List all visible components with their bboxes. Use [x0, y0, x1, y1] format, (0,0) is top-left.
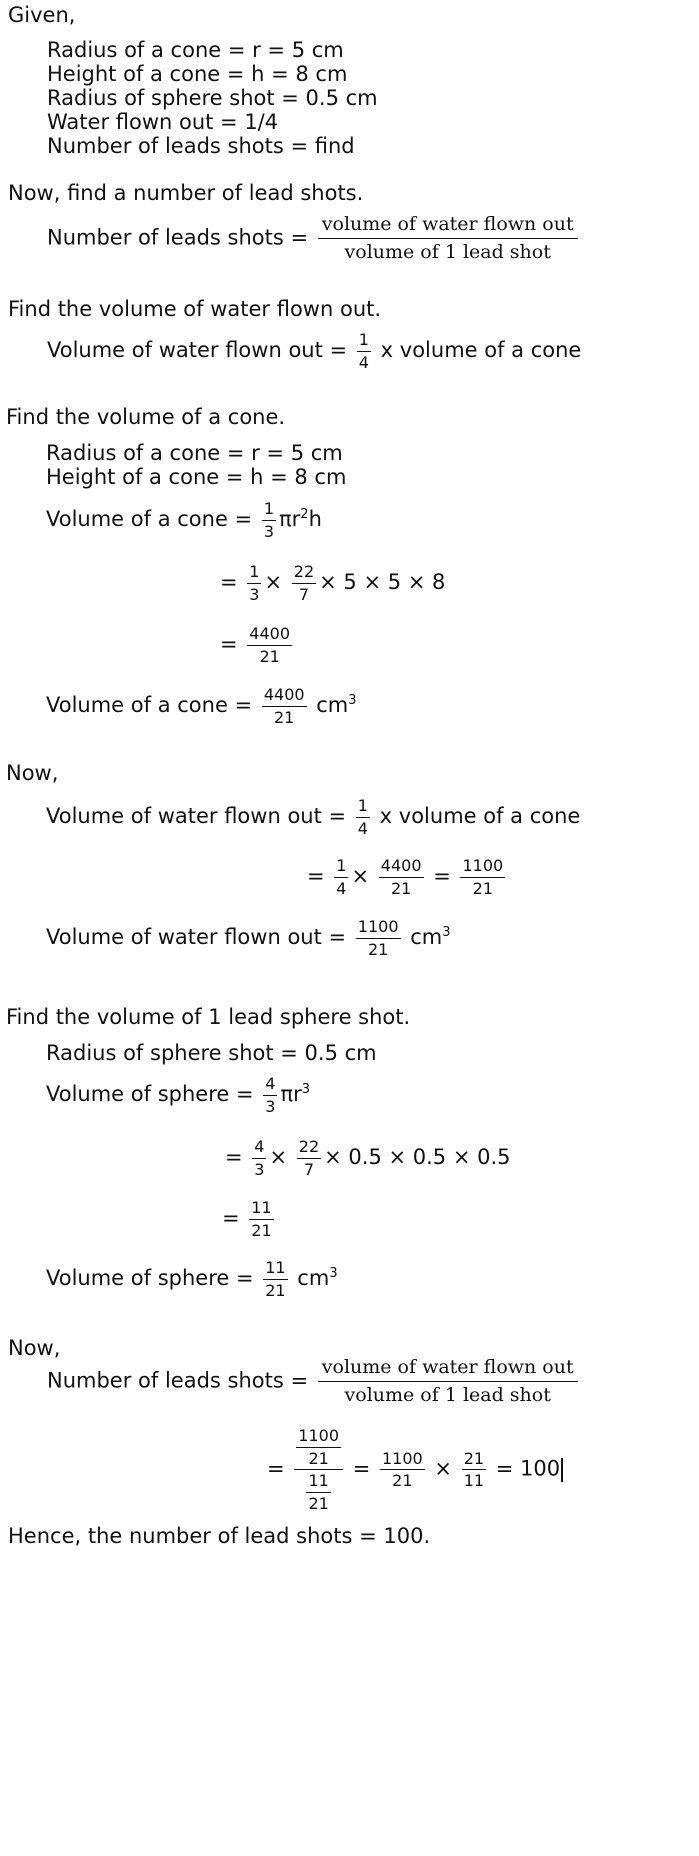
- numerator: 11: [306, 1472, 330, 1493]
- numerator: 22: [292, 563, 316, 584]
- product: × 5 × 5 × 8: [319, 570, 446, 595]
- text-cursor: [561, 1458, 563, 1482]
- fraction: [262, 686, 307, 726]
- denominator: 21: [367, 939, 389, 959]
- h: h: [308, 507, 322, 532]
- complex-numerator: [294, 1427, 343, 1470]
- sphere-formula: [46, 1075, 310, 1115]
- exponent: 3: [329, 1266, 338, 1282]
- denominator: 21: [392, 1471, 413, 1491]
- final-heading: Now,: [8, 1336, 61, 1360]
- fraction: [462, 1450, 486, 1490]
- cone-formula-lhs: Volume of a cone =: [46, 507, 253, 532]
- water-result-lhs: Volume of water flown out =: [46, 925, 347, 950]
- denominator: 7: [298, 584, 310, 604]
- water-result: [46, 918, 451, 958]
- denominator: 7: [303, 1159, 315, 1179]
- given-item: Height of a cone = h = 8 cm: [47, 62, 348, 86]
- given-item: Radius of sphere shot = 0.5 cm: [47, 86, 378, 110]
- numerator: 4400: [262, 686, 307, 707]
- numerator: 1100: [356, 918, 401, 939]
- fraction: [292, 563, 316, 603]
- denominator: 21: [274, 707, 295, 727]
- pi-r: πr: [279, 507, 301, 532]
- times: ×: [434, 1456, 453, 1481]
- numerator: 4400: [247, 625, 292, 646]
- cone-step3: [220, 625, 295, 665]
- sphere-step2: [225, 1138, 511, 1178]
- step1-fraction: [318, 214, 578, 263]
- denominator: volume of 1 lead shot: [344, 1383, 551, 1406]
- fraction: [263, 1259, 287, 1299]
- sphere-step3: [222, 1199, 277, 1239]
- conclusion: Hence, the number of lead shots = 100.: [8, 1524, 431, 1548]
- complex-denominator: [304, 1470, 332, 1512]
- pi-r: πr: [280, 1082, 302, 1107]
- final-equation: [47, 1357, 581, 1406]
- sphere-radius: Radius of sphere shot = 0.5 cm: [46, 1041, 377, 1065]
- fraction: [297, 1138, 321, 1178]
- exponent: 3: [301, 1082, 310, 1098]
- given-item: Water flown out = 1/4: [47, 110, 279, 134]
- times: ×: [269, 1145, 288, 1170]
- step2-fraction: [357, 331, 371, 371]
- sphere-result-lhs: Volume of sphere =: [46, 1266, 254, 1291]
- step1-numerator: volume of water flown out: [318, 214, 578, 239]
- sphere-formula-lhs: Volume of sphere =: [46, 1082, 254, 1107]
- water-step2: [307, 857, 508, 897]
- denominator: 21: [259, 646, 280, 666]
- fraction: [296, 1427, 341, 1467]
- denominator: 4: [358, 352, 369, 372]
- equals: =: [225, 1145, 243, 1170]
- step2-lhs: Volume of water flown out =: [47, 338, 348, 363]
- given-item: Number of leads shots = find: [47, 134, 355, 158]
- numerator: 1: [262, 500, 276, 521]
- denominator: 21: [472, 878, 494, 898]
- cone-step2: [220, 563, 445, 603]
- equals: =: [352, 1456, 371, 1481]
- fraction: [356, 797, 370, 837]
- step1-heading: Now, find a number of lead shots.: [8, 181, 364, 205]
- sphere-result: [46, 1259, 338, 1299]
- equals: =: [307, 864, 325, 889]
- times: ×: [264, 570, 283, 595]
- cone-heading: Find the volume of a cone.: [6, 405, 286, 429]
- denominator: 3: [249, 584, 260, 604]
- cone-formula: [46, 500, 322, 540]
- final-fraction: [318, 1357, 578, 1406]
- water-lhs: Volume of water flown out =: [46, 804, 347, 829]
- numerator: 11: [249, 1199, 273, 1220]
- cone-result: [46, 686, 357, 726]
- fraction: [334, 857, 348, 897]
- complex-fraction: [294, 1427, 343, 1512]
- water-heading: Now,: [6, 761, 59, 785]
- final-value: = 100: [495, 1456, 561, 1481]
- numerator: volume of water flown out: [318, 1357, 578, 1382]
- numerator: 1: [334, 857, 348, 878]
- denominator: 21: [308, 1448, 329, 1468]
- equals: =: [267, 1456, 285, 1481]
- numerator: 1: [356, 797, 370, 818]
- denominator: 21: [251, 1220, 272, 1240]
- numerator: 1: [247, 563, 261, 584]
- given-item: Radius of a cone = r = 5 cm: [47, 38, 344, 62]
- exponent: 2: [300, 507, 309, 523]
- equals: =: [433, 864, 451, 889]
- cone-result-lhs: Volume of a cone =: [46, 693, 253, 718]
- fraction: [306, 1472, 330, 1512]
- cone-height: Height of a cone = h = 8 cm: [46, 465, 347, 489]
- denominator: 3: [263, 521, 275, 541]
- step1-equation: [47, 214, 581, 263]
- numerator: 1100: [380, 1450, 425, 1471]
- unit: cm: [410, 925, 443, 950]
- denominator: 21: [390, 878, 412, 898]
- fraction: [460, 857, 505, 897]
- fraction: [247, 625, 292, 665]
- fraction: [247, 563, 261, 603]
- denominator: 4: [336, 878, 347, 898]
- equals: =: [220, 570, 238, 595]
- numerator: 22: [297, 1138, 321, 1159]
- step1-denominator: volume of 1 lead shot: [344, 240, 551, 263]
- denominator: 3: [265, 1096, 276, 1116]
- cone-formula-fraction: [262, 500, 276, 540]
- numerator: 11: [263, 1259, 287, 1280]
- fraction: [356, 918, 401, 958]
- equals: =: [222, 1206, 240, 1231]
- numerator: 4: [263, 1075, 277, 1096]
- fraction: [263, 1075, 277, 1115]
- denominator: 4: [357, 818, 368, 838]
- unit: cm: [316, 693, 349, 718]
- numerator: 4: [252, 1138, 266, 1159]
- product: × 0.5 × 0.5 × 0.5: [324, 1145, 511, 1170]
- fraction: [249, 1199, 273, 1239]
- fraction: [252, 1138, 266, 1178]
- step2-equation: [47, 331, 581, 371]
- given-heading: Given,: [8, 3, 76, 27]
- numerator: 21: [462, 1450, 486, 1471]
- fraction: [380, 1450, 425, 1490]
- denominator: 3: [254, 1159, 265, 1179]
- times: ×: [351, 864, 370, 889]
- numerator: 1100: [460, 857, 505, 878]
- final-computation: [267, 1427, 563, 1512]
- water-step1: [46, 797, 580, 837]
- final-lhs: Number of leads shots =: [47, 1368, 309, 1393]
- fraction: [379, 857, 424, 897]
- water-rhs: x volume of a cone: [379, 804, 581, 829]
- numerator: 4400: [379, 857, 424, 878]
- exponent: 3: [442, 925, 451, 941]
- step2-rhs: x volume of a cone: [380, 338, 582, 363]
- denominator: 11: [463, 1471, 485, 1491]
- cone-radius: Radius of a cone = r = 5 cm: [46, 441, 343, 465]
- sphere-heading: Find the volume of 1 lead sphere shot.: [6, 1005, 411, 1029]
- denominator: 21: [308, 1493, 329, 1513]
- unit: cm: [297, 1266, 330, 1291]
- numerator: 1100: [296, 1427, 341, 1448]
- step2-heading: Find the volume of water flown out.: [8, 297, 382, 321]
- numerator: 1: [357, 331, 371, 352]
- exponent: 3: [348, 693, 357, 709]
- equals: =: [220, 632, 238, 657]
- denominator: 21: [265, 1280, 286, 1300]
- step1-lhs: Number of leads shots =: [47, 225, 309, 250]
